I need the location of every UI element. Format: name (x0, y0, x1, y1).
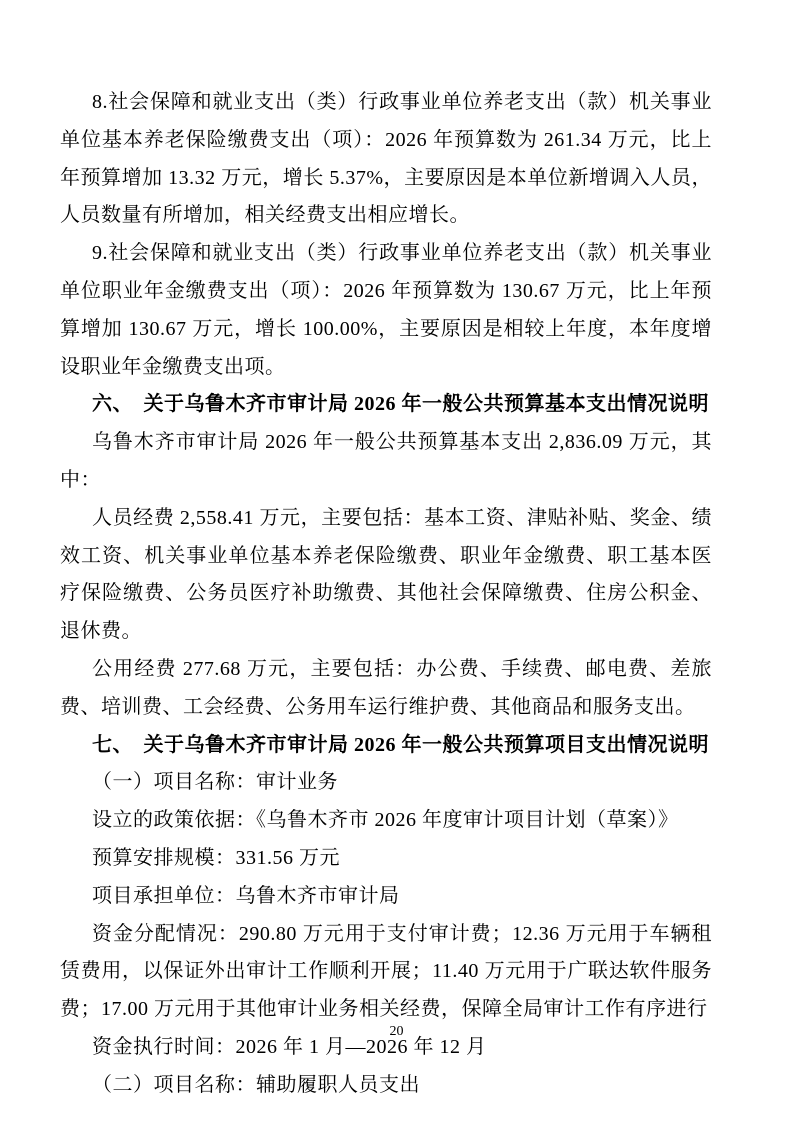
page-number: 20 (389, 1024, 404, 1039)
section-heading-7-project-expenditure: 七、 关于乌鲁木齐市审计局 2026 年一般公共预算项目支出情况说明 (92, 733, 709, 756)
section-heading-6-basic-expenditure: 六、 关于乌鲁木齐市审计局 2026 年一般公共预算基本支出情况说明 (92, 393, 709, 416)
paragraph-public-funds: 公用经费 277.68 万元，主要包括：办公费、手续费、邮电费、差旅费、培训费、工会经费、公务用车运行维护费、其他商品和服务支出。 (60, 657, 712, 718)
paragraph-item8-pension-basic: 8.社会保障和就业支出（类）行政事业单位养老支出（款）机关事业单位基本养老保险缴费支出（项）：2026 年预算数为 261.34 万元，比上年预算增加 13.32 万元，增长 5.37%，主要原因是本单位新增调入人员，人员数量有所增加，相关经费支出相应增长。 (60, 91, 712, 227)
paragraph-project1-name: （一）项目名称：审计业务 (92, 771, 338, 794)
paragraph-personnel-funds: 人员经费 2,558.41 万元，主要包括：基本工资、津贴补贴、奖金、绩效工资、机关事业单位基本养老保险缴费、职业年金缴费、职工基本医疗保险缴费、公务员医疗补助缴费、其他社会保障缴费、住房公积金、退休费。 (60, 506, 712, 643)
paragraph-project1-fund-allocation: 资金分配情况：290.80 万元用于支付审计费；12.36 万元用于车辆租赁费用，以保证外出审计工作顺利开展；11.40 万元用于广联达软件服务费；17.00 万元用于其他审计业务相关经费，保障全局审计工作有序进行 (60, 922, 712, 1021)
paragraph-project2-name: （二）项目名称：辅助履职人员支出 (92, 1073, 420, 1096)
paragraph-basic-expenditure-total: 乌鲁木齐市审计局 2026 年一般公共预算基本支出 2,836.09 万元，其中： (60, 431, 712, 491)
paragraph-project1-budget-scale: 预算安排规模：331.56 万元 (92, 846, 340, 869)
paragraph-project1-undertaking-unit: 项目承担单位：乌鲁木齐市审计局 (92, 884, 400, 907)
document-content (60, 84, 712, 1105)
paragraph-project1-policy-basis: 设立的政策依据：《乌鲁木齐市 2026 年度审计项目计划（草案）》 (92, 809, 679, 832)
paragraph-item9-annuity: 9.社会保障和就业支出（类）行政事业单位养老支出（款）机关事业单位职业年金缴费支出（项）：2026 年预算数为 130.67 万元，比上年预算增加 130.67 万元，增长 100.00%，主要原因是相较上年度，本年度增设职业年金缴费支出项。 (60, 242, 712, 378)
paragraph-project1-execution-period: 资金执行时间：2026 年 1 月—2026 年 12 月 (92, 1035, 487, 1058)
